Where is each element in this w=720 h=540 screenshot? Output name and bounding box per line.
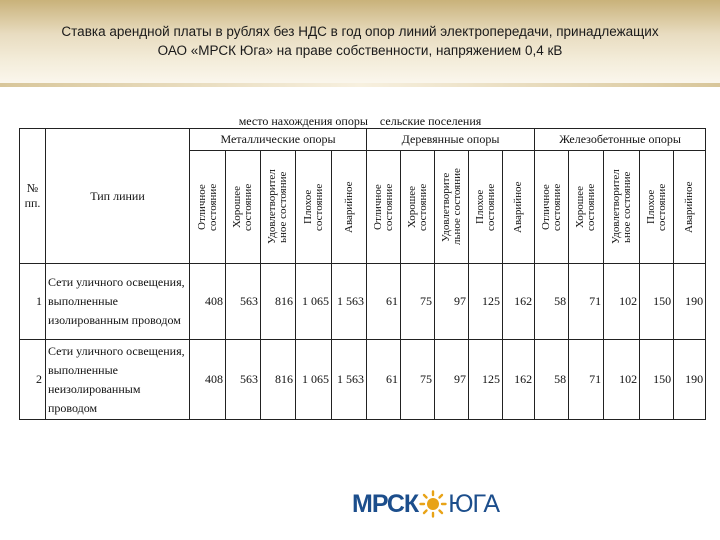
rate-cell: 563 [226,264,261,340]
rate-cell: 102 [604,340,640,420]
rate-cell: 190 [674,264,706,340]
rate-cell: 816 [261,340,296,420]
rent-rate-table [19,128,706,420]
caption-settlement: сельские поселения [379,114,482,128]
rate-cell: 71 [569,264,604,340]
rate-cell: 102 [604,264,640,340]
subcol-header: Хорошее состояние [569,151,604,264]
header-type: Тип линии [46,129,190,264]
title-line-2: ОАО «МРСК Юга» на праве собственности, напряжением 0,4 кВ [157,43,563,58]
header-group-row [20,129,706,151]
rate-cell: 58 [535,340,569,420]
rate-cell: 58 [535,264,569,340]
subcol-header: Плохое состояние [640,151,674,264]
header-num [20,129,46,264]
banner-divider [0,83,720,87]
caption-location: место нахождения опоры [238,114,368,128]
rate-cell: 408 [190,340,226,420]
sun-icon [419,490,447,518]
subcol-header: Удовлетворител ьное состояние [604,151,640,264]
company-logo [352,488,499,520]
table-row [20,264,706,340]
subcol-header: Отличное состояние [367,151,401,264]
rate-cell: 125 [469,340,503,420]
line-type: Сети уличного освещения, выполненные изолированным проводом [46,264,190,340]
subcol-header: Аварийное [503,151,535,264]
rate-cell: 1 065 [296,340,332,420]
rate-cell: 71 [569,340,604,420]
slide-title [20,22,700,60]
table-row [20,340,706,420]
group-concrete: Железобетонные опоры [535,129,706,151]
logo-text-right: ЮГА [448,489,499,518]
rate-cell: 1 563 [332,340,367,420]
group-wood: Деревянные опоры [367,129,535,151]
rate-cell: 97 [435,340,469,420]
rate-cell: 190 [674,340,706,420]
logo-text-left: МРСК [352,489,419,518]
rate-cell: 150 [640,264,674,340]
subcol-header: Аварийное [674,151,706,264]
rate-cell: 162 [503,264,535,340]
subcol-header: Отличное состояние [535,151,569,264]
rate-cell: 816 [261,264,296,340]
subcol-header: Хорошее состояние [226,151,261,264]
rate-cell: 61 [367,264,401,340]
rate-cell: 61 [367,340,401,420]
table-caption [190,114,530,129]
line-type: Сети уличного освещения, выполненные неизолированным проводом [46,340,190,420]
subcol-header: Удовлетворител ьное состояние [261,151,296,264]
rate-cell: 1 563 [332,264,367,340]
row-number: 2 [20,340,46,420]
subcol-header: Хорошее состояние [401,151,435,264]
rate-cell: 150 [640,340,674,420]
title-line-1: Ставка арендной платы в рублях без НДС в год опор линий электропередачи, принадлежащих [61,24,659,39]
subcol-header: Удовлетворите льное состояние [435,151,469,264]
rate-cell: 563 [226,340,261,420]
rate-cell: 125 [469,264,503,340]
header-num-text: № пп. [24,181,41,210]
row-number: 1 [20,264,46,340]
group-metal: Металлические опоры [190,129,367,151]
rate-cell: 1 065 [296,264,332,340]
subcol-header: Плохое состояние [296,151,332,264]
subcol-header: Отличное состояние [190,151,226,264]
rate-cell: 408 [190,264,226,340]
rate-cell: 162 [503,340,535,420]
rate-cell: 75 [401,340,435,420]
subcol-header: Аварийное [332,151,367,264]
subcol-header: Плохое состояние [469,151,503,264]
rate-cell: 75 [401,264,435,340]
rate-cell: 97 [435,264,469,340]
